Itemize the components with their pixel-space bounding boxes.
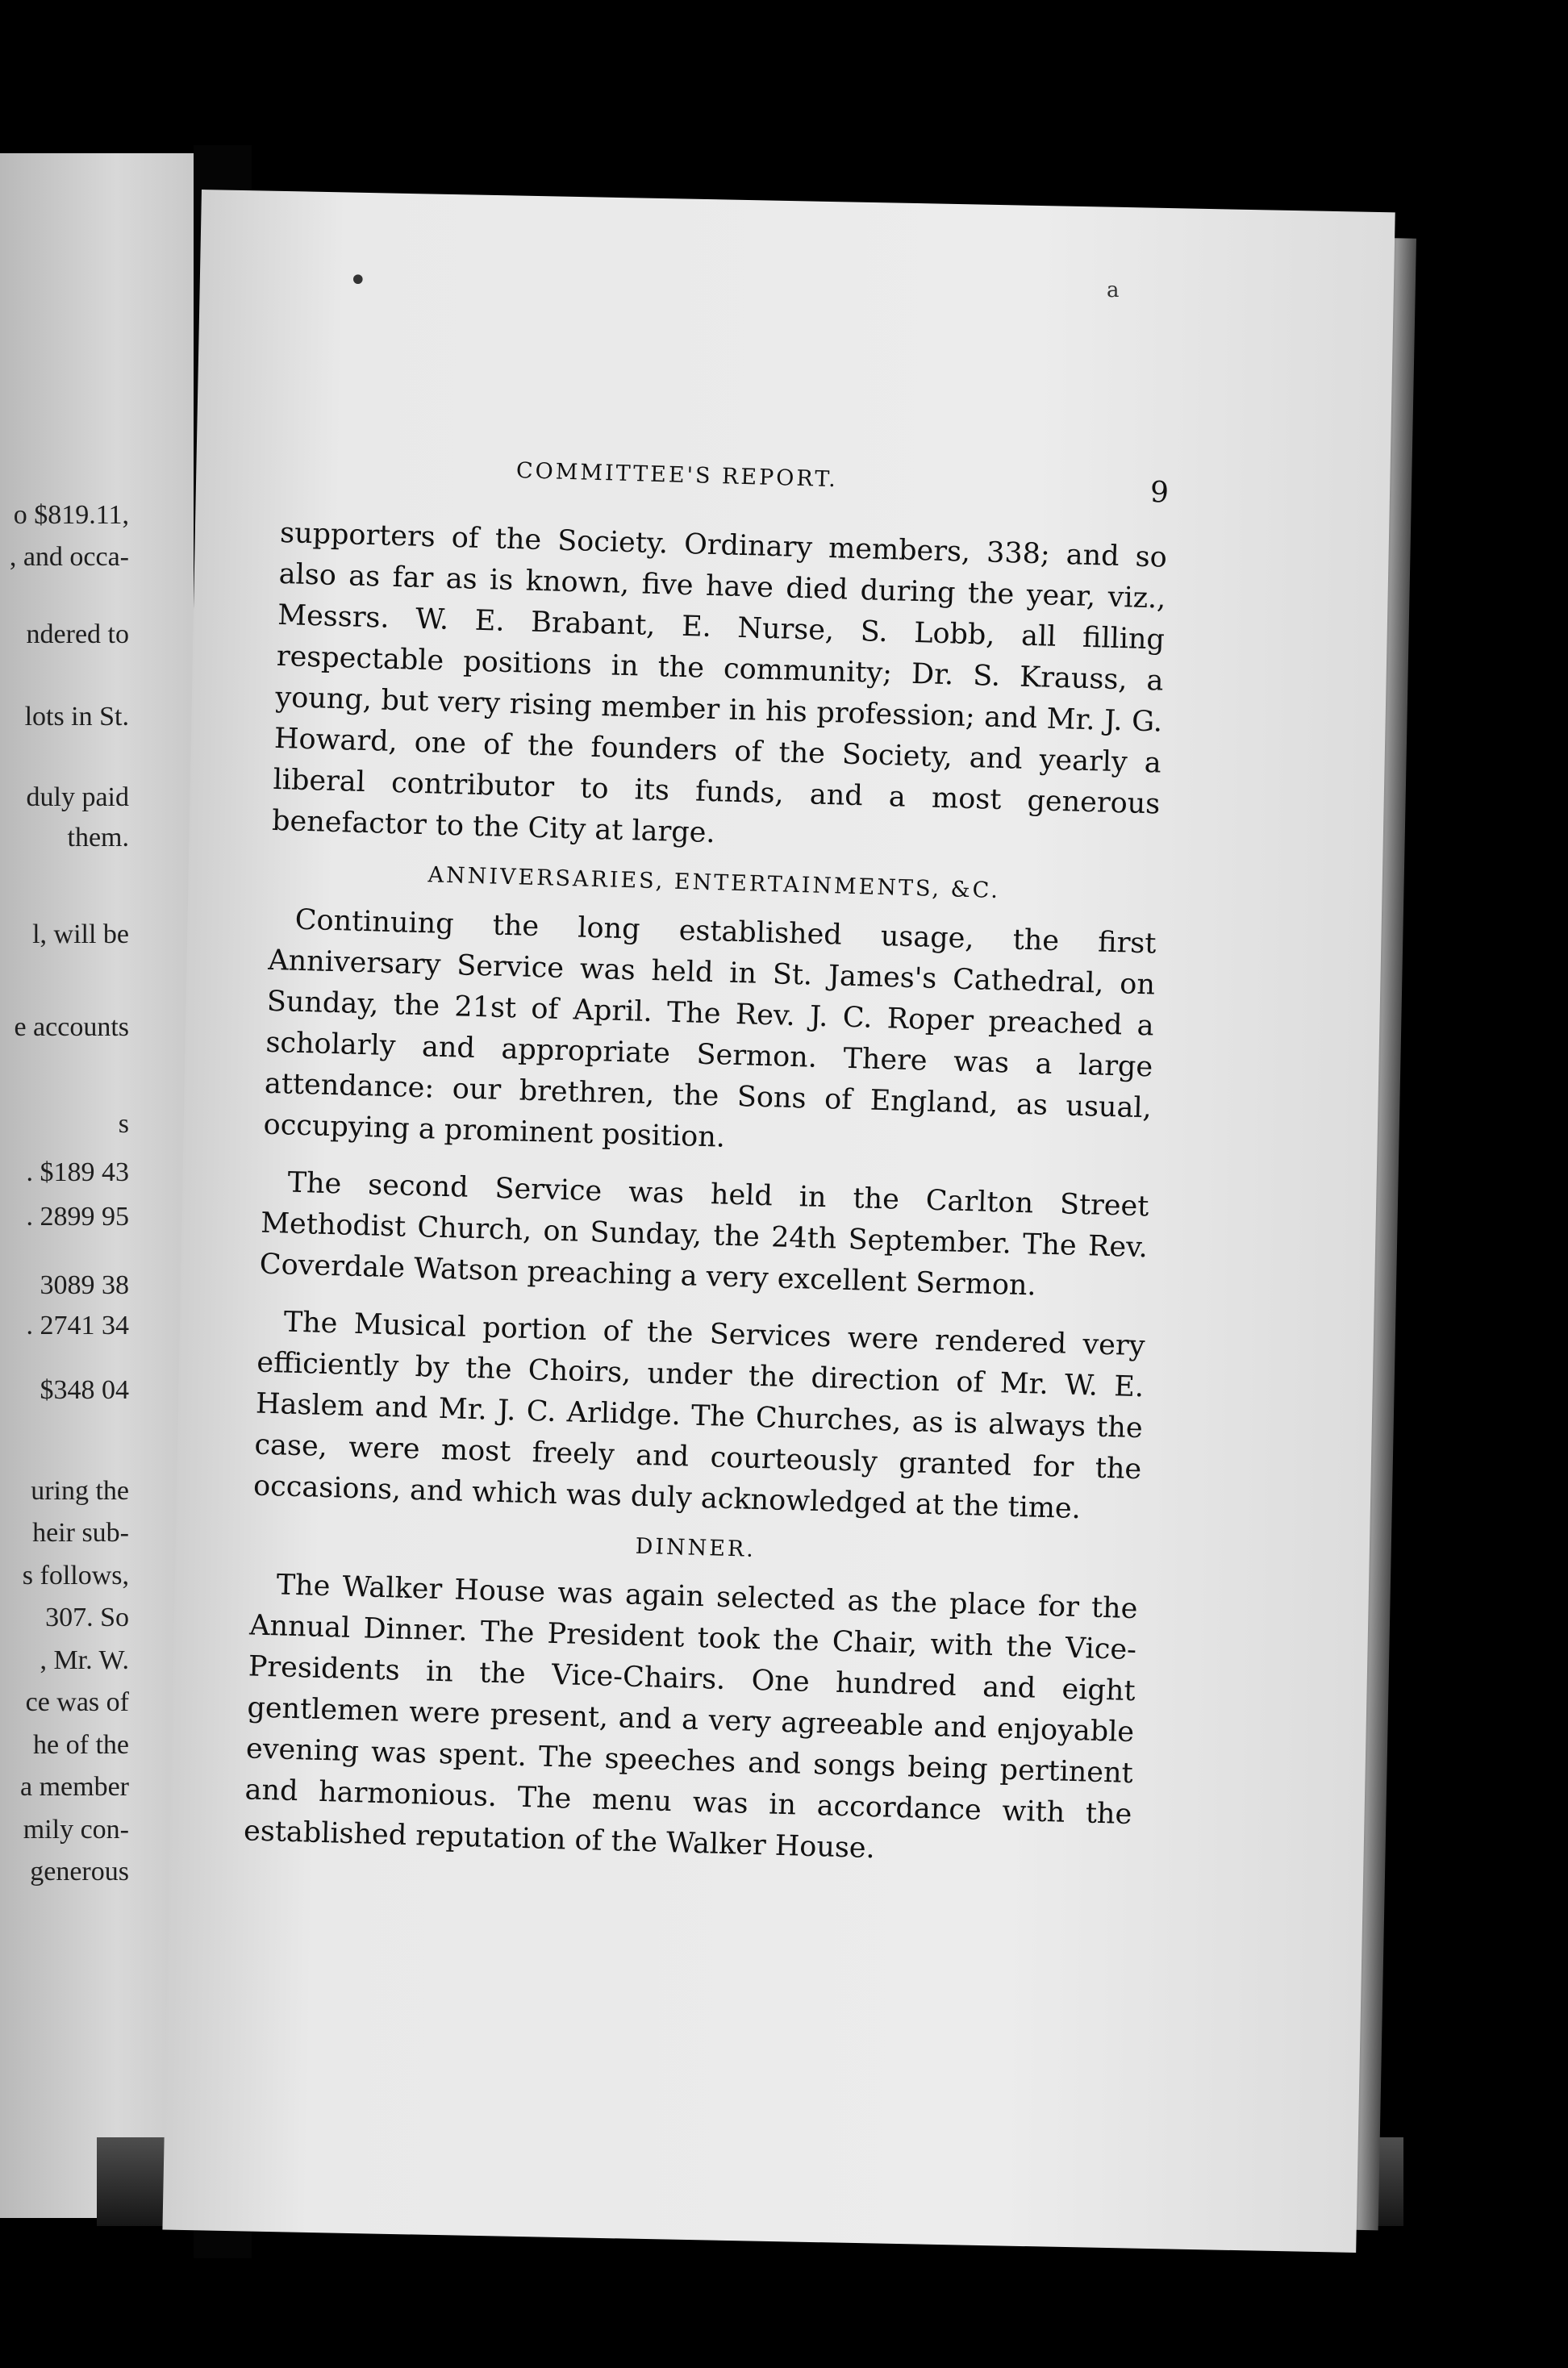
section-heading-anniversaries: ANNIVERSARIES, ENTERTAINMENTS, &C. [427, 862, 1001, 904]
left-page-line: . 2899 95 [26, 1202, 129, 1232]
left-page-line: , Mr. W. [40, 1645, 129, 1675]
left-page-line: o $819.11, [13, 500, 129, 530]
left-page-line: e accounts [14, 1012, 129, 1042]
left-page-line: ndered to [26, 619, 129, 649]
left-page-line: 307. So [45, 1603, 129, 1632]
section-heading-dinner: DINNER. [635, 1533, 757, 1562]
paragraph-dinner: The Walker House was again selected as the place for the Annual Dinner. The President took the Chair, with the Vice-Presidents in the Vice-Chairs. One hundred and eight gentlemen were present, and a very agreeable and enjoyable evening was spent. The speeches and songs being pertinent and harmonious. The menu was in accordance with the established reputation of the Walker House. [243, 1569, 1138, 1866]
left-page-line: generous [30, 1857, 129, 1886]
left-page-line: duly paid [26, 782, 129, 812]
left-page-line: $348 04 [40, 1375, 129, 1405]
page-speck: a [1107, 278, 1120, 302]
left-page-line: s follows, [22, 1561, 129, 1590]
left-page-line: l, will be [32, 919, 129, 949]
left-page-line: lots in St. [24, 702, 129, 732]
paragraph-first-service: Continuing the long established usage, the first Anniversary Service was held in St. James's Cathedral, on Sunday, the 21st of April. The Rev. J. C. Roper preached a scholarly and appropriate Sermon. There was a large attendance: our brethren, the Sons of England, as usual, occupying a prominent position. [263, 903, 1157, 1154]
left-page-line: s [118, 1109, 129, 1139]
left-page-line: . $189 43 [26, 1157, 129, 1187]
page-speck: • [348, 262, 368, 299]
paragraph-music: The Musical portion of the Services were rendered very efficiently by the Choirs, under the direction of Mr. W. E. Haslem and Mr. J. C. Arlidge. The Churches, as is always the case, were most freely and courteously granted for the occasions, and which was duly acknowledged at the time. [252, 1306, 1146, 1526]
left-page-line: , and occa- [9, 542, 129, 572]
left-page-line: heir sub- [32, 1518, 129, 1548]
left-page-line: a member [20, 1772, 129, 1802]
left-page-line: . 2741 34 [26, 1311, 129, 1340]
left-page-line: 3089 38 [40, 1270, 129, 1300]
page-content [243, 452, 1170, 1893]
page-number: 9 [1149, 476, 1170, 510]
left-page-line: ce was of [25, 1687, 129, 1717]
left-page-line: them. [67, 823, 129, 853]
paragraph-second-service: The second Service was held in the Carlton Street Methodist Church, on Sunday, the 24th September. The Rev. Coverdale Watson preaching a very excellent Sermon. [259, 1166, 1149, 1303]
left-page-line: he of the [33, 1730, 129, 1760]
left-page-line: uring the [31, 1476, 129, 1506]
paragraph-members: supporters of the Society. Ordinary members, 338; and so also as far as is known, five have died during the year, viz., Messrs. W. E. Brabant, E. Nurse, S. Lobb, all filling respectable positions in the community; Dr. S. Krauss, a young, but very rising member in his profession; and Mr. J. G. Howard, one of the founders of the Society, and yearly a liberal contributor to its funds, and a most generous benefactor to the City at large. [271, 516, 1168, 850]
running-head: COMMITTEE'S REPORT. [515, 458, 839, 493]
left-page-line: mily con- [23, 1815, 129, 1845]
